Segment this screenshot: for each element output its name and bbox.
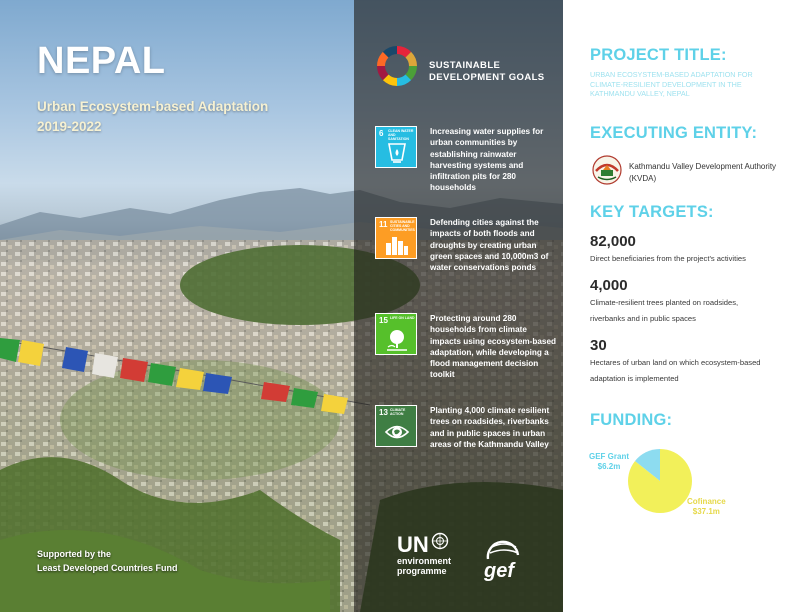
executing-entity-name: Kathmandu Valley Development Authority (KVDA)	[629, 162, 777, 183]
un-logo-line: environment	[397, 556, 452, 566]
city-buildings-icon	[384, 231, 410, 257]
project-title-text: URBAN ECOSYSTEM-BASED ADAPTATION FOR CLIMATE-RESILIENT DEVELOPMENT IN THE KATHMANDU VALLEY, NEPAL	[590, 70, 753, 98]
funding-pie-chart	[627, 448, 693, 514]
info-column	[563, 0, 792, 612]
funding-heading: FUNDING:	[590, 411, 673, 429]
target-description: Direct beneficiaries from the project's activities	[590, 254, 746, 263]
support-line: Supported by the	[37, 549, 111, 559]
project-years: 2019-2022	[37, 119, 102, 134]
sdg-heading-line: DEVELOPMENT GOALS	[429, 72, 545, 83]
target-value: 4,000	[590, 277, 628, 294]
target-description: Hectares of urban land on which ecosystem-based adaptation is implemented	[590, 358, 761, 383]
goal-number: 15	[379, 316, 388, 325]
goal-name: LIFE ON LAND	[390, 316, 415, 320]
sdg-heading	[429, 60, 545, 84]
goal-name: SUSTAINABLE CITIES AND COMMUNITIES	[390, 220, 415, 232]
sdg-15-badge	[375, 313, 417, 355]
goal-name: CLEAN WATER AND SANITATION	[388, 129, 414, 141]
sdg-heading-line: SUSTAINABLE	[429, 60, 501, 71]
goal-description: Increasing water supplies for urban communities by establishing rainwater harvesting systems and infiltration pits for 280 households	[430, 127, 544, 193]
target-value: 82,000	[590, 233, 636, 250]
goal-description: Defending cities against the impacts of both floods and droughts by creating urban green spaces and 10,000m3 of water conservations ponds	[430, 218, 549, 273]
sdg-wheel-icon	[376, 45, 418, 87]
un-environment-logo	[397, 532, 451, 576]
un-wordmark: UN	[397, 532, 429, 557]
target-value: 30	[590, 337, 607, 354]
key-targets-heading: KEY TARGETS:	[590, 203, 714, 221]
cofinance-label: Cofinance	[687, 497, 726, 506]
goal-number: 11	[379, 220, 388, 229]
country-title: NEPAL	[37, 40, 166, 82]
target-description: Climate-resilient trees planted on roadsides, riverbanks and in public spaces	[590, 298, 739, 323]
un-emblem-icon	[431, 532, 449, 550]
gef-grant-amount: $6.2m	[597, 462, 621, 471]
goal-number: 13	[379, 408, 388, 417]
goal-description: Planting 4,000 climate resilient trees on roadsides, riverbanks and in public spaces in urban areas of the Kathmandu Valley	[430, 406, 550, 449]
cover-left-column	[0, 0, 354, 612]
executing-entity-heading: EXECUTING ENTITY:	[590, 124, 758, 142]
sdg-column	[354, 0, 563, 612]
goal-description: Protecting around 280 households from climate impacts using ecosystem-based adaptation, while developing a flood management decision toolkit	[430, 314, 557, 380]
cofinance-amount: $37.1m	[692, 507, 720, 516]
water-tap-icon	[384, 140, 410, 166]
project-subtitle	[37, 97, 268, 137]
sdg-11-badge	[375, 217, 417, 259]
sdg-13-badge	[375, 405, 417, 447]
sdg-6-badge	[375, 126, 417, 168]
support-note	[37, 547, 178, 575]
project-title-heading: PROJECT TITLE:	[590, 46, 727, 64]
un-logo-line: programme	[397, 566, 447, 576]
goal-name: CLIMATE ACTION	[390, 408, 406, 416]
gef-grant-label: GEF Grant	[589, 452, 630, 461]
globe-eye-icon	[384, 419, 410, 445]
funding-label-cofinance	[687, 497, 726, 517]
tree-icon	[384, 327, 410, 353]
funding-label-gef	[589, 452, 629, 472]
kvda-emblem-icon	[592, 155, 622, 185]
subtitle-line: Urban Ecosystem-based Adaptation	[37, 99, 269, 114]
fund-name: Least Developed Countries Fund	[37, 563, 178, 573]
goal-number: 6	[379, 129, 384, 138]
gef-logo: gef	[484, 560, 514, 582]
